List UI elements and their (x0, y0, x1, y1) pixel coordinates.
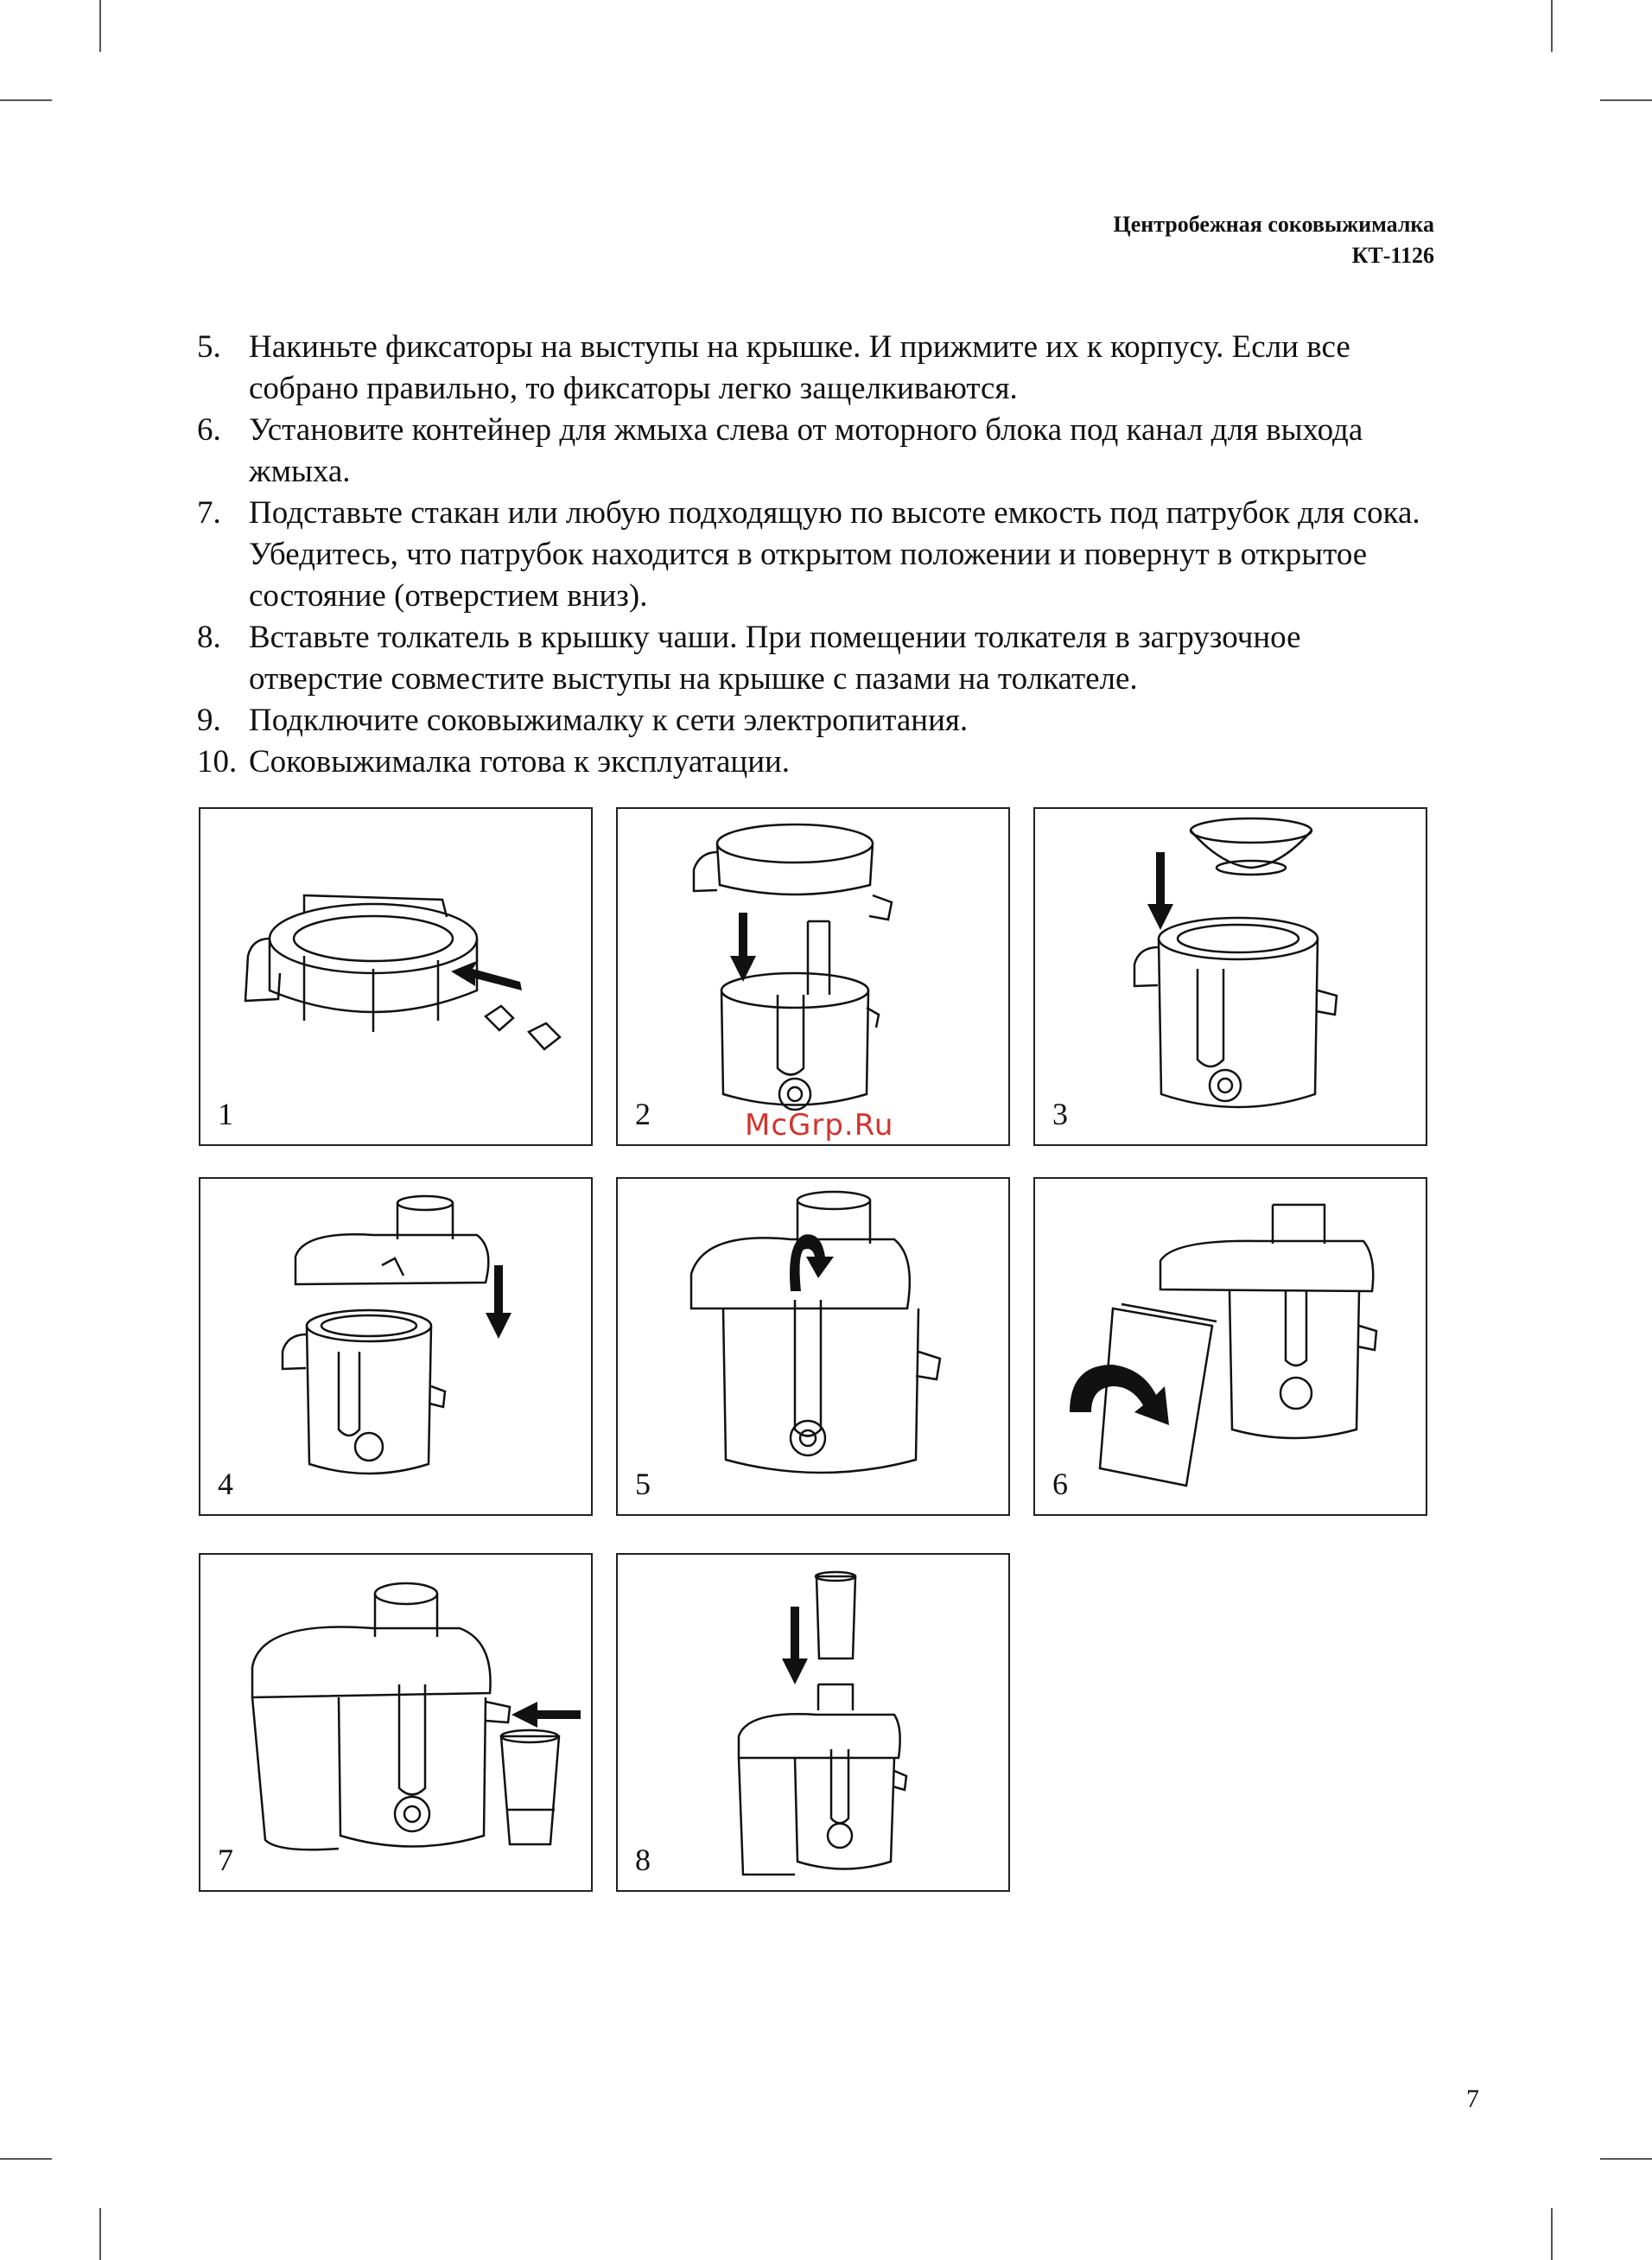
figure-panel-7 (199, 1553, 593, 1892)
crop-mark (99, 0, 101, 52)
step-text: Подставьте стакан или любую подходящую по высоте емкость под патрубок для сока. Убедитесь, что патрубок находится в открытом положении и повернут в открытое состояние (отверстием вниз). (249, 495, 1420, 614)
crop-mark (1600, 2158, 1652, 2160)
step-text: Подключите соковыжималку к сети электропитания. (249, 703, 969, 738)
step-number: 8. (197, 620, 221, 655)
instruction-step (197, 700, 1441, 742)
lid-clamp-illustration (200, 809, 591, 1144)
step-text: Накиньте фиксаторы на выступы на крышке. И прижмите их к корпусу. Если все собрано правильно, то фиксаторы легко защелкиваются. (249, 329, 1350, 406)
figure-number: 2 (635, 1097, 651, 1131)
step-number: 6. (197, 412, 221, 448)
step-text: Соковыжималка готова к эксплуатации. (249, 744, 791, 780)
bowl-assembly-illustration (618, 809, 1008, 1144)
page-number: 7 (1466, 2085, 1479, 2113)
crop-mark (0, 99, 52, 101)
crop-mark (0, 2158, 52, 2160)
juice-cup-illustration (200, 1555, 591, 1890)
step-text: Установите контейнер для жмыха слева от моторного блока под канал для выхода жмыха. (249, 412, 1363, 489)
step-number: 10. (197, 744, 238, 780)
figure-number: 4 (218, 1467, 233, 1501)
figure-number: 8 (635, 1843, 651, 1877)
figure-panel-1 (199, 807, 593, 1146)
document-header (1113, 209, 1434, 271)
crop-mark (1551, 2208, 1553, 2260)
crop-mark (1600, 99, 1652, 101)
figure-number: 3 (1052, 1097, 1068, 1131)
step-number: 7. (197, 495, 221, 531)
watermark: McGrp.Ru (745, 1108, 894, 1143)
step-number: 9. (197, 703, 221, 738)
product-name: Центробежная соковыжималка (1113, 212, 1434, 237)
instruction-step (197, 327, 1441, 410)
instruction-step (197, 742, 1441, 783)
figure-number: 5 (635, 1467, 651, 1501)
filter-insert-illustration (1035, 809, 1426, 1144)
cover-placement-illustration (200, 1179, 591, 1514)
instruction-step (197, 617, 1441, 700)
crop-mark (99, 2208, 101, 2260)
figure-panel-3 (1033, 807, 1427, 1146)
pulp-container-illustration (1035, 1179, 1426, 1514)
crop-mark (1551, 0, 1553, 52)
step-number: 5. (197, 329, 221, 365)
figure-number: 1 (218, 1097, 233, 1131)
instruction-step (197, 493, 1441, 617)
figure-number: 6 (1052, 1467, 1068, 1501)
figure-number: 7 (218, 1843, 233, 1877)
figure-panel-4 (199, 1177, 593, 1516)
figure-panel-6 (1033, 1177, 1427, 1516)
figure-panel-2 (616, 807, 1010, 1146)
model-number: КТ-1126 (1351, 243, 1434, 268)
instruction-list (197, 327, 1441, 783)
figure-panel-8 (616, 1553, 1010, 1892)
figure-panel-5 (616, 1177, 1010, 1516)
pusher-insert-illustration (618, 1555, 1008, 1890)
step-text: Вставьте толкатель в крышку чаши. При помещении толкателя в загрузочное отверстие совместите выступы на крышке с пазами на толкателе. (249, 620, 1301, 697)
clamp-lock-illustration (618, 1179, 1008, 1514)
instruction-step (197, 410, 1441, 493)
